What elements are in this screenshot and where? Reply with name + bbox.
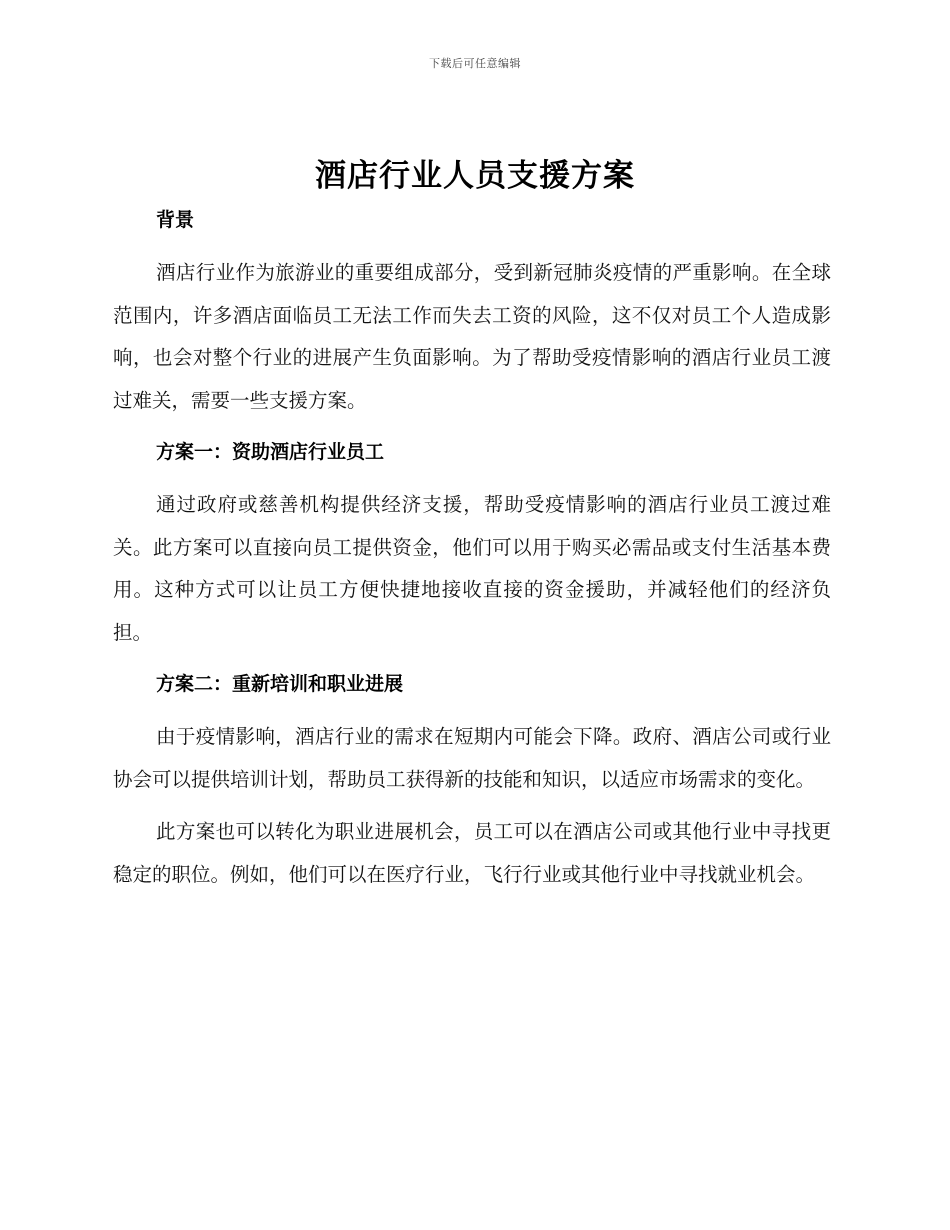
section-background	[113, 200, 831, 432]
section-plan-one	[113, 432, 831, 664]
section-heading: 方案一：资助酒店行业员工	[156, 441, 385, 463]
section-plan-two	[113, 664, 831, 896]
section-heading: 方案二：重新培训和职业进展	[156, 673, 404, 695]
header-note: 下载后可任意编辑	[429, 57, 521, 70]
document-title: 酒店行业人员支援方案	[315, 158, 635, 194]
section-heading: 背景	[156, 209, 195, 231]
paragraph: 通过政府或慈善机构提供经济支援，帮助受疫情影响的酒店行业员工渡过难关。此方案可以直接向员工提供资金，他们可以用于购买必需品或支付生活基本费用。这种方式可以让员工方便快捷地接收直接的资金援助，并减轻他们的经济负担。	[113, 493, 831, 644]
paragraph: 由于疫情影响，酒店行业的需求在短期内可能会下降。政府、酒店公司或行业协会可以提供培训计划，帮助员工获得新的技能和知识，以适应市场需求的变化。	[113, 725, 831, 791]
document-body	[113, 200, 831, 896]
paragraph: 酒店行业作为旅游业的重要组成部分，受到新冠肺炎疫情的严重影响。在全球范围内，许多酒店面临员工无法工作而失去工资的风险，这不仅对员工个人造成影响，也会对整个行业的进展产生负面影响。为了帮助受疫情影响的酒店行业员工渡过难关，需要一些支援方案。	[113, 261, 831, 412]
paragraph: 此方案也可以转化为职业进展机会，员工可以在酒店公司或其他行业中寻找更稳定的职位。例如，他们可以在医疗行业，飞行行业或其他行业中寻找就业机会。	[113, 820, 831, 886]
